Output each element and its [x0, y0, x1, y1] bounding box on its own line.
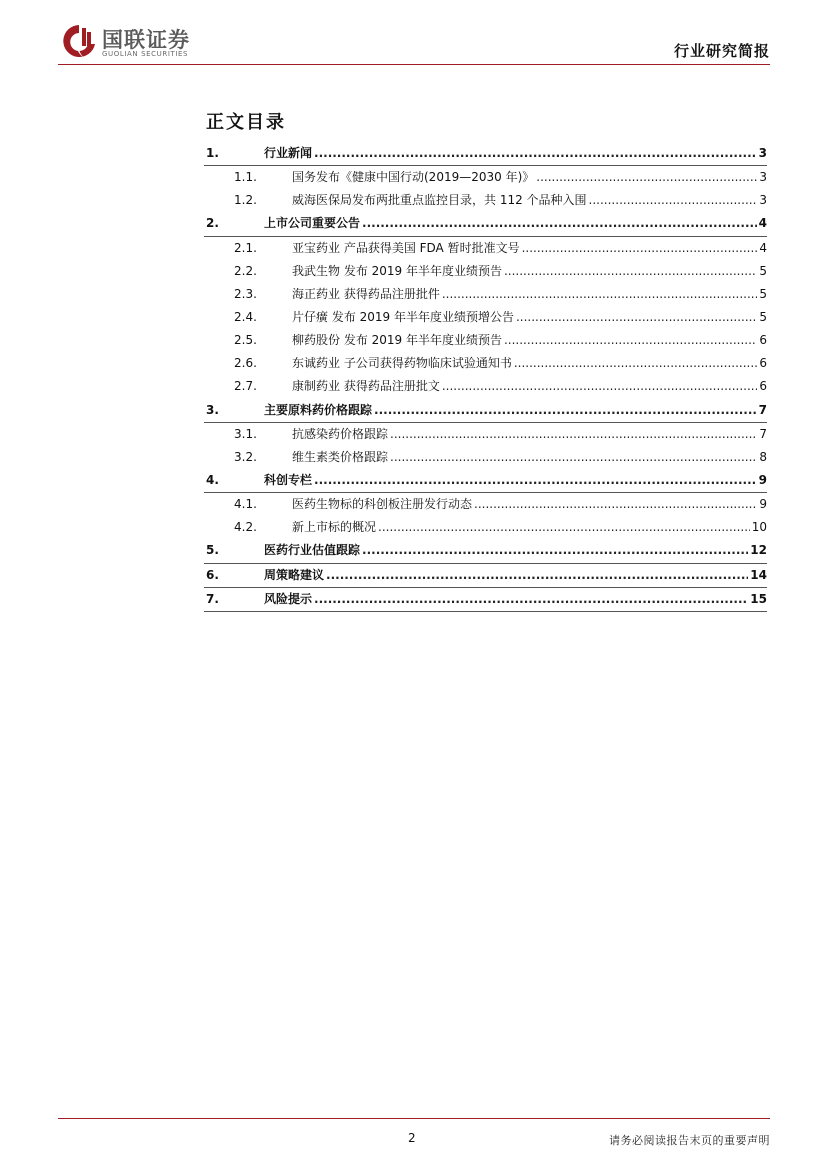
toc-entry-body	[264, 142, 767, 165]
toc-entry-label: 行业新闻	[264, 146, 313, 160]
toc-entry-label: 科创专栏	[264, 472, 313, 487]
toc-entry-label: 抗感染药价格跟踪	[292, 426, 389, 441]
toc-dot-leader	[390, 446, 757, 469]
guolian-logo	[58, 20, 218, 64]
toc-entry-body	[292, 446, 767, 469]
toc-entry[interactable]	[204, 516, 767, 539]
toc-entry-number: 2.	[206, 216, 219, 231]
toc-entry[interactable]	[204, 306, 767, 329]
toc-entry[interactable]	[204, 399, 767, 423]
toc-heading: 正文目录	[206, 112, 286, 133]
toc-entry-label: 东诚药业 子公司获得药物临床试验通知书	[292, 356, 512, 371]
guolian-logo-icon	[60, 22, 98, 62]
toc-entry-page: 3	[758, 146, 767, 160]
toc-entry-page: 7	[759, 426, 767, 441]
toc-dot-leader	[362, 212, 757, 235]
toc-entry-number: 1.1.	[234, 170, 257, 185]
toc-entry[interactable]	[204, 260, 767, 283]
toc-entry-label: 威海医保局发布两批重点监控目录，共 112 个品种入围	[292, 193, 587, 208]
toc-entry-page: 6	[759, 333, 767, 348]
toc-entry-page: 9	[758, 472, 767, 487]
toc-dot-leader	[314, 469, 757, 492]
toc-entry-label: 新上市标的概况	[292, 520, 377, 535]
toc-entry-number: 5.	[206, 543, 219, 558]
toc-entry-label: 片仔癀 发布 2019 年半年度业绩预增公告	[292, 309, 514, 324]
toc-entry[interactable]	[204, 423, 767, 446]
toc-entry-label: 亚宝药业 产品获得美国 FDA 暂时批准文号	[292, 240, 520, 255]
toc-entry[interactable]	[204, 588, 767, 612]
toc-entry-page: 7	[758, 402, 767, 417]
toc-entry[interactable]	[204, 142, 767, 166]
toc-dot-leader	[442, 375, 758, 398]
toc-dot-leader	[378, 516, 750, 539]
toc-dot-leader	[442, 283, 758, 306]
toc-entry-number: 1.2.	[234, 193, 257, 208]
toc-entry[interactable]	[204, 375, 767, 398]
toc-entry-number: 1.	[206, 146, 219, 160]
toc-entry-page: 5	[759, 286, 767, 301]
toc-entry-body	[292, 516, 767, 539]
toc-entry-label: 维生素类价格跟踪	[292, 449, 389, 464]
toc-dot-leader	[314, 142, 757, 165]
toc-entry-body	[264, 212, 767, 235]
toc-entry-body	[264, 564, 767, 587]
toc-entry[interactable]	[204, 564, 767, 588]
toc-entry-number: 2.6.	[234, 356, 257, 371]
toc-entry[interactable]	[204, 283, 767, 306]
toc-entry-body	[292, 375, 767, 398]
toc-entry[interactable]	[204, 212, 767, 236]
toc-entry-label: 医药生物标的科创板注册发行动态	[292, 497, 473, 512]
toc-entry-number: 3.2.	[234, 449, 257, 464]
report-type-title: 行业研究简报	[673, 42, 770, 60]
toc-dot-leader	[504, 260, 757, 283]
toc-dot-leader	[504, 329, 757, 352]
toc-entry-page: 15	[750, 591, 767, 606]
toc-entry-page: 3	[759, 170, 767, 185]
toc-entry-label: 康制药业 获得药品注册批文	[292, 379, 440, 394]
toc-entry-body	[264, 399, 767, 422]
toc-entry-number: 3.	[206, 402, 219, 417]
header-divider	[58, 64, 770, 65]
toc-entry-body	[264, 588, 767, 611]
toc-entry-number: 7.	[206, 591, 219, 606]
toc-entry-label: 主要原料药价格跟踪	[264, 402, 373, 417]
toc-dot-leader	[314, 588, 748, 611]
toc-entry-page: 10	[751, 520, 767, 535]
toc-dot-leader	[362, 539, 748, 562]
toc-entry-label: 上市公司重要公告	[264, 216, 361, 231]
toc-entry-label: 柳药股份 发布 2019 年半年度业绩预告	[292, 333, 502, 348]
toc-entry[interactable]	[204, 469, 767, 493]
toc-entry-label: 我武生物 发布 2019 年半年度业绩预告	[292, 263, 502, 278]
toc-entry-page: 4	[759, 240, 767, 255]
toc-entry-body	[292, 352, 767, 375]
toc-entry-body	[292, 329, 767, 352]
toc-dot-leader	[474, 493, 757, 516]
toc-entry-label: 海正药业 获得药品注册批件	[292, 286, 440, 301]
toc-entry-body	[292, 283, 767, 306]
toc-entry[interactable]	[204, 166, 767, 189]
toc-entry-page: 6	[759, 379, 767, 394]
toc-entry-number: 2.1.	[234, 240, 257, 255]
page-header	[58, 20, 770, 64]
footer-disclaimer: 请务必阅读报告末页的重要声明	[609, 1134, 770, 1147]
toc-dot-leader	[516, 306, 757, 329]
logo-english-name: GUOLIAN SECURITIES	[102, 50, 189, 58]
toc-entry-number: 2.2.	[234, 263, 257, 278]
toc-dot-leader	[514, 352, 758, 375]
toc-entry-page: 6	[759, 356, 767, 371]
toc-entry-page: 14	[750, 567, 767, 582]
toc-entry[interactable]	[204, 493, 767, 516]
toc-entry-number: 4.	[206, 472, 219, 487]
toc-entry-number: 2.7.	[234, 379, 257, 394]
toc-entry-label: 国务发布《健康中国行动(2019—2030 年)》	[292, 170, 535, 185]
toc-entry-page: 4	[758, 216, 767, 231]
toc-entry-body	[264, 469, 767, 492]
toc-entry-label: 周策略建议	[264, 567, 325, 582]
toc-dot-leader	[589, 189, 758, 212]
page-number: 2	[408, 1131, 416, 1145]
toc-entry-number: 4.2.	[234, 520, 257, 535]
toc-entry-body	[292, 189, 767, 212]
toc-entry-number: 3.1.	[234, 426, 257, 441]
toc-entry-body	[292, 166, 767, 189]
toc-entry-body	[292, 260, 767, 283]
toc-entry-body	[292, 306, 767, 329]
toc-entry[interactable]	[204, 189, 767, 212]
toc-entry-number: 4.1.	[234, 497, 257, 512]
toc-entry-page: 3	[759, 193, 767, 208]
toc-entry-label: 医药行业估值跟踪	[264, 543, 361, 558]
toc-entry-page: 5	[759, 263, 767, 278]
toc-entry-number: 2.4.	[234, 309, 257, 324]
toc-entry-number: 2.3.	[234, 286, 257, 301]
toc-entry-label: 风险提示	[264, 591, 313, 606]
toc-dot-leader	[536, 166, 757, 189]
table-of-contents	[204, 142, 767, 612]
toc-entry-page: 12	[750, 543, 767, 558]
logo-chinese-name: 国联证券	[102, 28, 190, 52]
toc-dot-leader	[522, 237, 758, 260]
toc-entry[interactable]	[204, 446, 767, 469]
toc-entry[interactable]	[204, 352, 767, 375]
toc-entry-body	[292, 237, 767, 260]
toc-entry[interactable]	[204, 329, 767, 352]
toc-entry-page: 8	[759, 449, 767, 464]
toc-entry-number: 6.	[206, 567, 219, 582]
toc-entry-number: 2.5.	[234, 333, 257, 348]
toc-entry[interactable]	[204, 237, 767, 260]
toc-dot-leader	[374, 399, 757, 422]
toc-entry-body	[264, 539, 767, 562]
toc-entry-body	[292, 493, 767, 516]
toc-entry-body	[292, 423, 767, 446]
toc-entry[interactable]	[204, 539, 767, 563]
toc-dot-leader	[390, 423, 757, 446]
footer-divider	[58, 1118, 770, 1119]
toc-entry-page: 5	[759, 309, 767, 324]
toc-dot-leader	[326, 564, 748, 587]
toc-entry-page: 9	[759, 497, 767, 512]
